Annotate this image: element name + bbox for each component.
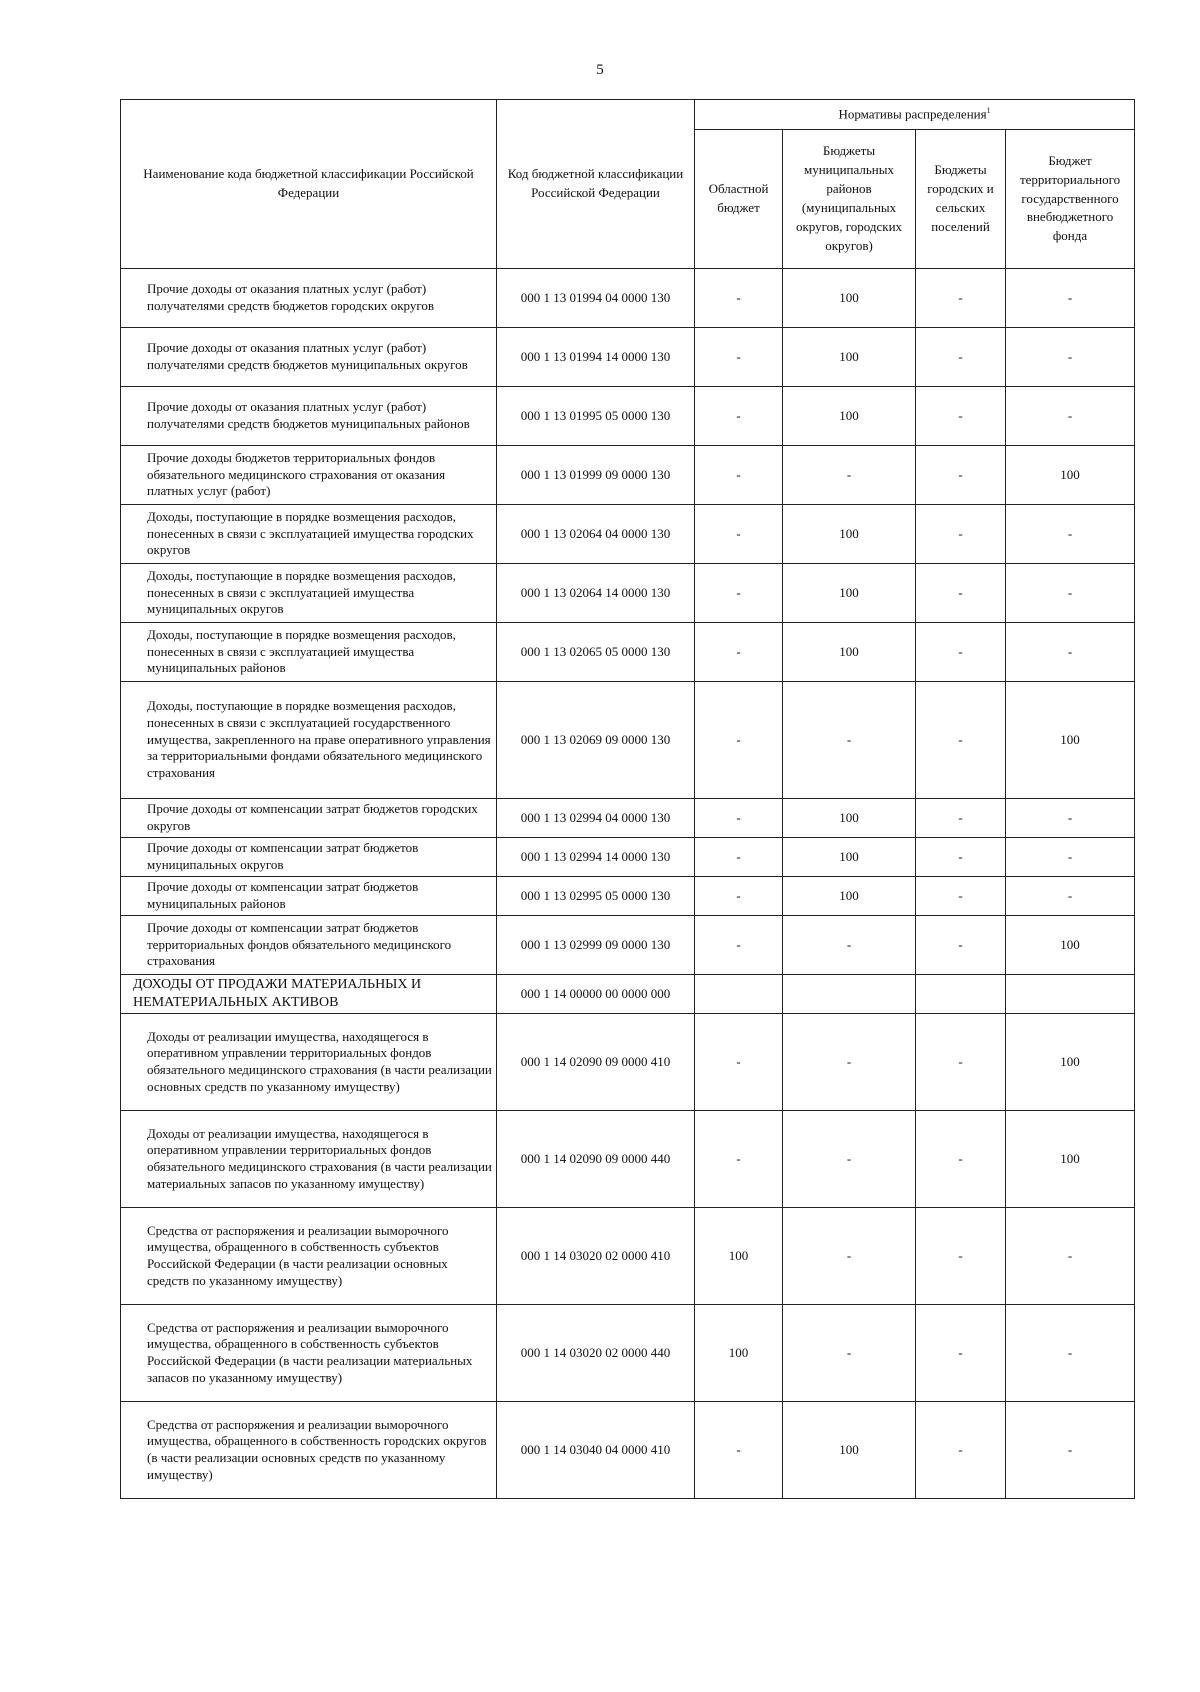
income-name-cell: Прочие доходы от компенсации затрат бюджетов муниципальных округов <box>121 838 497 877</box>
settlements-budget-cell: - <box>916 1402 1006 1499</box>
municipal-districts-budget-cell: 100 <box>783 877 916 916</box>
settlements-budget-cell: - <box>916 623 1006 682</box>
municipal-districts-budget-cell: - <box>783 682 916 799</box>
header-settlements-budget: Бюджеты городских и сельских поселений <box>916 130 1006 269</box>
extrabudgetary-fund-cell: - <box>1006 269 1135 328</box>
budget-code-cell: 000 1 13 01999 09 0000 130 <box>497 446 695 505</box>
budget-code-cell: 000 1 13 02064 14 0000 130 <box>497 564 695 623</box>
municipal-districts-budget-cell: - <box>783 1014 916 1111</box>
municipal-districts-budget-cell: 100 <box>783 387 916 446</box>
settlements-budget-cell: - <box>916 269 1006 328</box>
settlements-budget-cell: - <box>916 1208 1006 1305</box>
header-distribution-group <box>695 100 1135 130</box>
table-row <box>121 446 1135 505</box>
settlements-budget-cell: - <box>916 1014 1006 1111</box>
income-name-cell: Доходы от реализации имущества, находящегося в оперативном управлении территориальных фондов обязательного медицинского страхования (в части реализации материальных запасов по указанному имуществу) <box>121 1111 497 1208</box>
budget-code-cell: 000 1 14 00000 00 0000 000 <box>497 975 695 1014</box>
regional-budget-cell: - <box>695 799 783 838</box>
regional-budget-cell: - <box>695 387 783 446</box>
income-name-cell: Доходы, поступающие в порядке возмещения расходов, понесенных в связи с эксплуатацией государственного имущества, закрепленного на праве оперативного управления за территориальными фондами обязательного медицинского страхования <box>121 682 497 799</box>
table-body <box>121 269 1135 1499</box>
regional-budget-cell: - <box>695 877 783 916</box>
municipal-districts-budget-cell: - <box>783 1208 916 1305</box>
regional-budget-cell: - <box>695 328 783 387</box>
income-name-cell: Прочие доходы от компенсации затрат бюджетов муниципальных районов <box>121 877 497 916</box>
regional-budget-cell <box>695 975 783 1014</box>
extrabudgetary-fund-cell: 100 <box>1006 916 1135 975</box>
settlements-budget-cell <box>916 975 1006 1014</box>
extrabudgetary-fund-cell: - <box>1006 505 1135 564</box>
municipal-districts-budget-cell: - <box>783 1305 916 1402</box>
income-name-cell: Средства от распоряжения и реализации выморочного имущества, обращенного в собственность субъектов Российской Федерации (в части реализации материальных запасов по указанному имуществу) <box>121 1305 497 1402</box>
extrabudgetary-fund-cell: 100 <box>1006 446 1135 505</box>
municipal-districts-budget-cell <box>783 975 916 1014</box>
regional-budget-cell: - <box>695 446 783 505</box>
municipal-districts-budget-cell: - <box>783 1111 916 1208</box>
header-regional-budget: Областной бюджет <box>695 130 783 269</box>
page-number: 5 <box>596 62 604 78</box>
distribution-group-title: Нормативы распределения <box>838 106 987 122</box>
table-row <box>121 799 1135 838</box>
extrabudgetary-fund-cell: - <box>1006 387 1135 446</box>
table-row <box>121 838 1135 877</box>
extrabudgetary-fund-cell: - <box>1006 564 1135 623</box>
extrabudgetary-fund-cell: 100 <box>1006 1111 1135 1208</box>
regional-budget-cell: - <box>695 623 783 682</box>
settlements-budget-cell: - <box>916 564 1006 623</box>
extrabudgetary-fund-cell <box>1006 975 1135 1014</box>
regional-budget-cell: - <box>695 564 783 623</box>
extrabudgetary-fund-cell: - <box>1006 838 1135 877</box>
table-row <box>121 1402 1135 1499</box>
budget-code-cell: 000 1 13 02065 05 0000 130 <box>497 623 695 682</box>
municipal-districts-budget-cell: 100 <box>783 328 916 387</box>
extrabudgetary-fund-cell: 100 <box>1006 1014 1135 1111</box>
municipal-districts-budget-cell: 100 <box>783 505 916 564</box>
income-name-cell: Средства от распоряжения и реализации выморочного имущества, обращенного в собственность городских округов (в части реализации основных средств по указанному имуществу) <box>121 1402 497 1499</box>
regional-budget-cell: - <box>695 269 783 328</box>
regional-budget-cell: - <box>695 838 783 877</box>
budget-code-cell: 000 1 14 02090 09 0000 410 <box>497 1014 695 1111</box>
municipal-districts-budget-cell: - <box>783 446 916 505</box>
table-row <box>121 564 1135 623</box>
extrabudgetary-fund-cell: - <box>1006 1208 1135 1305</box>
regional-budget-cell: - <box>695 682 783 799</box>
regional-budget-cell: 100 <box>695 1208 783 1305</box>
table-row <box>121 623 1135 682</box>
income-name-cell: Прочие доходы от оказания платных услуг (работ) получателями средств бюджетов муниципальных районов <box>121 387 497 446</box>
income-name-cell: Прочие доходы бюджетов территориальных фондов обязательного медицинского страхования от оказания платных услуг (работ) <box>121 446 497 505</box>
budget-code-cell: 000 1 13 02995 05 0000 130 <box>497 877 695 916</box>
budget-code-cell: 000 1 13 01995 05 0000 130 <box>497 387 695 446</box>
settlements-budget-cell: - <box>916 682 1006 799</box>
table-row <box>121 387 1135 446</box>
settlements-budget-cell: - <box>916 799 1006 838</box>
municipal-districts-budget-cell: 100 <box>783 1402 916 1499</box>
budget-classification-table <box>120 99 1135 1499</box>
municipal-districts-budget-cell: 100 <box>783 838 916 877</box>
extrabudgetary-fund-cell: - <box>1006 328 1135 387</box>
table-row <box>121 1111 1135 1208</box>
table-row <box>121 682 1135 799</box>
budget-code-cell: 000 1 14 03040 04 0000 410 <box>497 1402 695 1499</box>
income-name-cell: Средства от распоряжения и реализации выморочного имущества, обращенного в собственность субъектов Российской Федерации (в части реализации основных средств по указанному имуществу) <box>121 1208 497 1305</box>
regional-budget-cell: - <box>695 1014 783 1111</box>
settlements-budget-cell: - <box>916 838 1006 877</box>
table-row <box>121 1208 1135 1305</box>
municipal-districts-budget-cell: - <box>783 916 916 975</box>
income-name-cell: Прочие доходы от компенсации затрат бюджетов городских округов <box>121 799 497 838</box>
settlements-budget-cell: - <box>916 1305 1006 1402</box>
regional-budget-cell: - <box>695 505 783 564</box>
settlements-budget-cell: - <box>916 1111 1006 1208</box>
settlements-budget-cell: - <box>916 877 1006 916</box>
header-row-group <box>121 100 1135 130</box>
budget-code-cell: 000 1 13 01994 14 0000 130 <box>497 328 695 387</box>
extrabudgetary-fund-cell: - <box>1006 1402 1135 1499</box>
income-name-cell: Прочие доходы от оказания платных услуг (работ) получателями средств бюджетов городских округов <box>121 269 497 328</box>
regional-budget-cell: - <box>695 916 783 975</box>
budget-code-cell: 000 1 13 02999 09 0000 130 <box>497 916 695 975</box>
income-name-cell: Доходы от реализации имущества, находящегося в оперативном управлении территориальных фондов обязательного медицинского страхования (в части реализации основных средств по указанному имуществу) <box>121 1014 497 1111</box>
table-row <box>121 1305 1135 1402</box>
header-municipal-districts-budget: Бюджеты муниципальных районов (муниципальных округов, городских округов) <box>783 130 916 269</box>
settlements-budget-cell: - <box>916 446 1006 505</box>
regional-budget-cell: - <box>695 1402 783 1499</box>
extrabudgetary-fund-cell: - <box>1006 877 1135 916</box>
municipal-districts-budget-cell: 100 <box>783 564 916 623</box>
header-code-column: Код бюджетной классификации Российской Федерации <box>497 100 695 269</box>
regional-budget-cell: - <box>695 1111 783 1208</box>
table-row <box>121 975 1135 1014</box>
budget-code-cell: 000 1 14 03020 02 0000 440 <box>497 1305 695 1402</box>
budget-code-cell: 000 1 13 02994 14 0000 130 <box>497 838 695 877</box>
table-row <box>121 916 1135 975</box>
table-row <box>121 269 1135 328</box>
income-name-cell: Прочие доходы от оказания платных услуг (работ) получателями средств бюджетов муниципальных округов <box>121 328 497 387</box>
extrabudgetary-fund-cell: 100 <box>1006 682 1135 799</box>
income-name-cell: Доходы, поступающие в порядке возмещения расходов, понесенных в связи с эксплуатацией имущества муниципальных районов <box>121 623 497 682</box>
extrabudgetary-fund-cell: - <box>1006 799 1135 838</box>
budget-code-cell: 000 1 14 03020 02 0000 410 <box>497 1208 695 1305</box>
table-row <box>121 1014 1135 1111</box>
budget-code-cell: 000 1 13 01994 04 0000 130 <box>497 269 695 328</box>
extrabudgetary-fund-cell: - <box>1006 623 1135 682</box>
table-row <box>121 877 1135 916</box>
footnote-marker: 1 <box>986 105 991 115</box>
income-name-cell: Доходы, поступающие в порядке возмещения расходов, понесенных в связи с эксплуатацией имущества городских округов <box>121 505 497 564</box>
table-row <box>121 328 1135 387</box>
municipal-districts-budget-cell: 100 <box>783 623 916 682</box>
settlements-budget-cell: - <box>916 916 1006 975</box>
municipal-districts-budget-cell: 100 <box>783 269 916 328</box>
budget-code-cell: 000 1 13 02064 04 0000 130 <box>497 505 695 564</box>
header-name-column: Наименование кода бюджетной классификации Российской Федерации <box>121 100 497 269</box>
settlements-budget-cell: - <box>916 328 1006 387</box>
section-heading-cell: ДОХОДЫ ОТ ПРОДАЖИ МАТЕРИАЛЬНЫХ И НЕМАТЕРИАЛЬНЫХ АКТИВОВ <box>121 975 497 1014</box>
settlements-budget-cell: - <box>916 505 1006 564</box>
regional-budget-cell: 100 <box>695 1305 783 1402</box>
extrabudgetary-fund-cell: - <box>1006 1305 1135 1402</box>
table-row <box>121 505 1135 564</box>
income-name-cell: Прочие доходы от компенсации затрат бюджетов территориальных фондов обязательного медицинского страхования <box>121 916 497 975</box>
budget-code-cell: 000 1 14 02090 09 0000 440 <box>497 1111 695 1208</box>
header-extrabudgetary-fund-budget: Бюджет территориального государственного внебюджетного фонда <box>1006 130 1135 269</box>
budget-code-cell: 000 1 13 02069 09 0000 130 <box>497 682 695 799</box>
settlements-budget-cell: - <box>916 387 1006 446</box>
municipal-districts-budget-cell: 100 <box>783 799 916 838</box>
income-name-cell: Доходы, поступающие в порядке возмещения расходов, понесенных в связи с эксплуатацией имущества муниципальных округов <box>121 564 497 623</box>
budget-code-cell: 000 1 13 02994 04 0000 130 <box>497 799 695 838</box>
